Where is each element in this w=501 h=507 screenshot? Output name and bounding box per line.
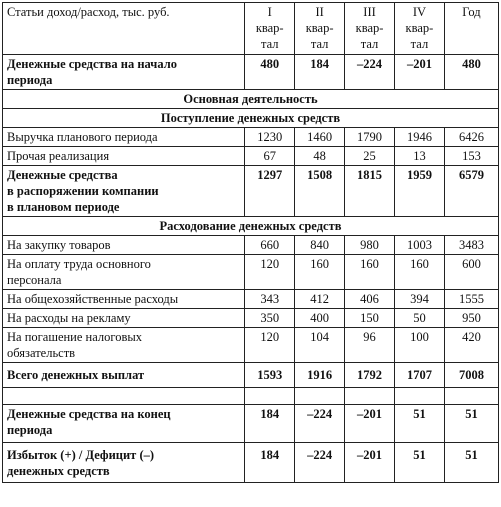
spacer-cell xyxy=(295,388,345,405)
row-label: На погашение налоговых обязательств xyxy=(3,328,245,363)
cell-q1: 120 xyxy=(245,255,295,290)
row-advertising xyxy=(3,309,499,328)
row-label: Прочая реализация xyxy=(3,147,245,166)
row-available xyxy=(3,166,499,217)
cell-q2: –224 xyxy=(295,443,345,483)
cell-q4: 1946 xyxy=(394,128,444,147)
cell-q2: 400 xyxy=(295,309,345,328)
cell-q4: 50 xyxy=(394,309,444,328)
row-taxes xyxy=(3,328,499,363)
cell-q3: 1790 xyxy=(345,128,395,147)
cell-year: 3483 xyxy=(444,236,498,255)
cell-year: 6426 xyxy=(444,128,498,147)
section-main xyxy=(3,90,499,109)
cell-q1: 184 xyxy=(245,443,295,483)
cell-q2: 1508 xyxy=(295,166,345,217)
row-closing xyxy=(3,405,499,443)
header-q1: I квар- тал xyxy=(245,3,295,55)
cell-q4: 1003 xyxy=(394,236,444,255)
section-title: Основная деятельность xyxy=(3,90,499,109)
cell-q4: 51 xyxy=(394,405,444,443)
cell-q3: –224 xyxy=(345,55,395,90)
header-q4: IV квар- тал xyxy=(394,3,444,55)
header-item: Статьи доход/расход, тыс. руб. xyxy=(3,3,245,55)
section-title: Расходование денежных средств xyxy=(3,217,499,236)
row-label: На общехозяйственные расходы xyxy=(3,290,245,309)
cell-q3: 150 xyxy=(345,309,395,328)
spacer-cell xyxy=(394,388,444,405)
cell-q4: 160 xyxy=(394,255,444,290)
cell-q1: 1593 xyxy=(245,363,295,388)
cell-year: 1555 xyxy=(444,290,498,309)
cell-q4: 100 xyxy=(394,328,444,363)
row-total-payments xyxy=(3,363,499,388)
cell-q2: 412 xyxy=(295,290,345,309)
cell-q1: 1297 xyxy=(245,166,295,217)
cell-q4: 394 xyxy=(394,290,444,309)
cell-q2: 160 xyxy=(295,255,345,290)
spacer-cell xyxy=(245,388,295,405)
cell-year: 51 xyxy=(444,405,498,443)
cell-q2: 104 xyxy=(295,328,345,363)
row-label: Избыток (+) / Дефицит (–) денежных средств xyxy=(3,443,245,483)
cell-year: 950 xyxy=(444,309,498,328)
cell-q3: 406 xyxy=(345,290,395,309)
cell-q1: 343 xyxy=(245,290,295,309)
row-surplus xyxy=(3,443,499,483)
section-income xyxy=(3,109,499,128)
cell-year: 6579 xyxy=(444,166,498,217)
cell-q1: 350 xyxy=(245,309,295,328)
row-label: На расходы на рекламу xyxy=(3,309,245,328)
cell-year: 153 xyxy=(444,147,498,166)
row-label: Выручка планового периода xyxy=(3,128,245,147)
header-row xyxy=(3,3,499,55)
spacer-cell xyxy=(3,388,245,405)
cell-q3: 160 xyxy=(345,255,395,290)
cell-q4: 1707 xyxy=(394,363,444,388)
cell-year: 480 xyxy=(444,55,498,90)
row-salary xyxy=(3,255,499,290)
cell-q4: 51 xyxy=(394,443,444,483)
cell-q1: 120 xyxy=(245,328,295,363)
cell-q4: 13 xyxy=(394,147,444,166)
cell-year: 600 xyxy=(444,255,498,290)
row-other-sales xyxy=(3,147,499,166)
cell-year: 7008 xyxy=(444,363,498,388)
cell-q1: 67 xyxy=(245,147,295,166)
cell-q4: 1959 xyxy=(394,166,444,217)
row-label: Всего денежных выплат xyxy=(3,363,245,388)
section-spending xyxy=(3,217,499,236)
header-year: Год xyxy=(444,3,498,55)
row-label: Денежные средства на начало периода xyxy=(3,55,245,90)
cell-q2: 1916 xyxy=(295,363,345,388)
header-q3: III квар- тал xyxy=(345,3,395,55)
row-opening xyxy=(3,55,499,90)
cell-q2: 48 xyxy=(295,147,345,166)
row-label: Денежные средства на конец периода xyxy=(3,405,245,443)
cell-q4: –201 xyxy=(394,55,444,90)
row-label: На оплату труда основного персонала xyxy=(3,255,245,290)
section-title: Поступление денежных средств xyxy=(3,109,499,128)
cell-q3: 1792 xyxy=(345,363,395,388)
cell-q2: –224 xyxy=(295,405,345,443)
row-purchase xyxy=(3,236,499,255)
cash-flow-table xyxy=(2,2,499,483)
cell-q1: 184 xyxy=(245,405,295,443)
cell-year: 420 xyxy=(444,328,498,363)
cell-q2: 1460 xyxy=(295,128,345,147)
spacer-cell xyxy=(345,388,395,405)
spacer-cell xyxy=(444,388,498,405)
cell-q3: –201 xyxy=(345,443,395,483)
row-label: На закупку товаров xyxy=(3,236,245,255)
cell-q1: 480 xyxy=(245,55,295,90)
row-overhead xyxy=(3,290,499,309)
cell-q3: 96 xyxy=(345,328,395,363)
cell-q1: 660 xyxy=(245,236,295,255)
row-revenue xyxy=(3,128,499,147)
cell-q3: 25 xyxy=(345,147,395,166)
cell-q1: 1230 xyxy=(245,128,295,147)
cell-q3: 980 xyxy=(345,236,395,255)
cell-q3: –201 xyxy=(345,405,395,443)
spacer-row xyxy=(3,388,499,405)
cell-q2: 184 xyxy=(295,55,345,90)
cell-q2: 840 xyxy=(295,236,345,255)
header-q2: II квар- тал xyxy=(295,3,345,55)
row-label: Денежные средства в распоряжении компании в плановом периоде xyxy=(3,166,245,217)
cell-q3: 1815 xyxy=(345,166,395,217)
cell-year: 51 xyxy=(444,443,498,483)
